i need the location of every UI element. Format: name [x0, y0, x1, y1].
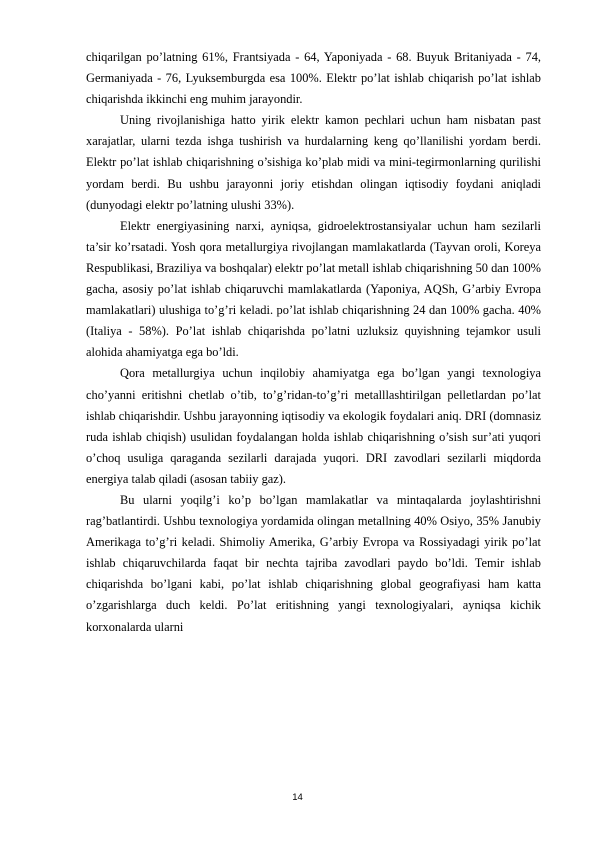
document-page	[86, 47, 541, 638]
paragraph-1: chiqarilgan po’latning 61%, Frantsiyada - 64, Yaponiyada - 68. Buyuk Britaniyada - 74, Germaniyada - 76, Lyuksemburgda esa 100%. Elektr po’lat ishlab chiqarish po’lat ishlab chiqarishda ikkinchi eng muhim jarayondir.	[86, 50, 541, 107]
paragraph-3: Elektr energiyasining narxi, ayniqsa, gidroelektrostansiyalar uchun ham sezilarli ta’sir ko’rsatadi. Yosh qora metallurgiya rivojlangan mamlakatlarda (Tayvan oroli, Koreya Respublikasi, Braziliya va boshqalar) elektr po’lat metall ishlab chiqarishning 50 dan 100% gacha, asosiy po’lat ishlab chiqaruvchi mamlakatlarda (Yaponiya, AQSh, G’arbiy Evropa mamlakatlari) ulushiga to’g’ri keladi. po’lat ishlab chiqarishning 24 dan 100% gacha. 40% (Italiya - 58%). Po’lat ishlab chiqarishda po’latni uzluksiz quyishning tejamkor usuli alohida ahamiyatga ega bo’ldi.	[86, 218, 541, 360]
paragraph-4: Qora metallurgiya uchun inqilobiy ahamiyatga ega bo’lgan yangi texnologiya cho’yanni eritishni chetlab o’tib, to’g’ridan-to’g’ri metalllashtirilgan pelletlardan po’lat ishlab chiqarishdir. Ushbu jarayonning iqtisodiy va ekologik foydalari aniq. DRI (domnasiz ruda ishlab chiqish) usulidan foydalangan holda ishlab chiqarishning o’sish sur’ati yuqori o’choq usuliga qaraganda sezilarli darajada yuqori. DRI zavodlari sezilarli miqdorda energiya talab qiladi (asosan tabiiy gaz).	[86, 366, 541, 486]
page-number: 14	[292, 792, 303, 803]
paragraph-5: Bu ularni yoqilg’i ko’p bo’lgan mamlakatlar va mintaqalarda joylashtirishni rag’batlantirdi. Ushbu texnologiya yordamida olingan metallning 40% Osiyo, 35% Janubiy Amerikaga to’g’ri keladi. Shimoliy Amerika, G’arbiy Evropa va Rossiyadagi yirik po’lat ishlab chiqaruvchilarda faqat bir nechta tajriba zavodlari paydo bo’ldi. Temir ishlab chiqarishda bo’lgani kabi, po’lat ishlab chiqarishning global geografiyasi ham katta o’zgarishlarga duch keldi. Po’lat eritishning yangi texnologiyalari, ayniqsa kichik korxonalarda ularni	[86, 492, 541, 634]
paragraph-2: Uning rivojlanishiga hatto yirik elektr kamon pechlari uchun ham nisbatan past xarajatlar, ularni tezda ishga tushirish va hurdalarning keng qo’llanilishi yordam berdi. Elektr po’lat ishlab chiqarishning o’sishiga ko’plab midi va mini-tegirmonlarning qurilishi yordam berdi. Bu ushbu jarayonni joriy etishdan olingan iqtisodiy foydani aniqladi (dunyodagi elektr po’latning ulushi 33%).	[86, 113, 541, 212]
